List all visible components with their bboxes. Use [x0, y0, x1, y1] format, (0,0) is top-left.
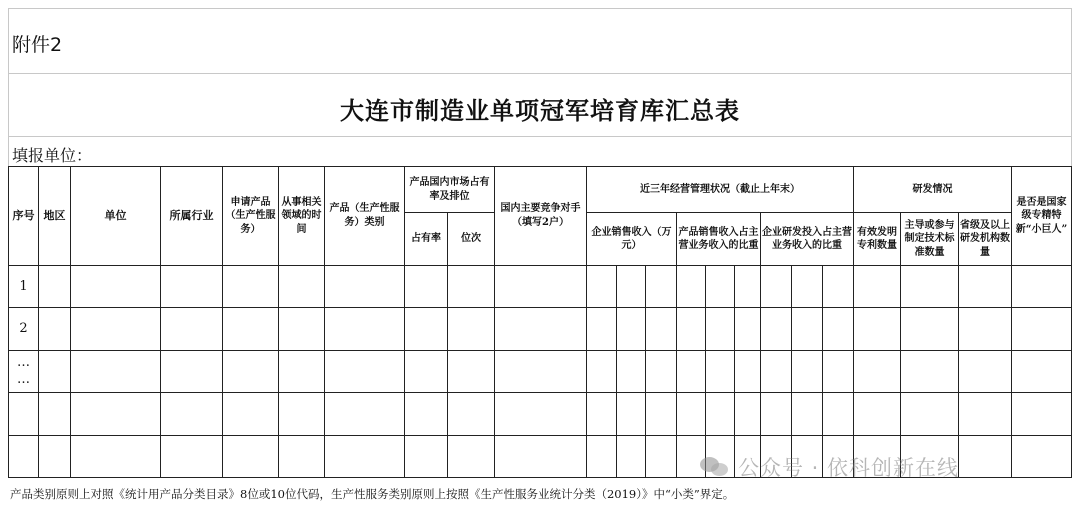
- table-cell: [854, 265, 901, 307]
- summary-table: [8, 166, 1072, 478]
- row-number: 1: [9, 265, 39, 307]
- table-cell: [279, 350, 325, 392]
- table-cell: [854, 308, 901, 350]
- table-cell: [617, 350, 646, 392]
- table-cell: [854, 350, 901, 392]
- table-cell: [448, 350, 495, 392]
- header-product-category: 产品（生产性服务）类别: [325, 167, 405, 266]
- table-cell: [223, 308, 279, 350]
- table-cell: [223, 265, 279, 307]
- table-cell: [823, 308, 854, 350]
- table-cell: [39, 435, 71, 477]
- table-cell: [735, 393, 761, 435]
- table-cell: [677, 350, 706, 392]
- table-cell: [71, 308, 161, 350]
- header-share: 占有率: [405, 213, 448, 266]
- table-row: [9, 350, 1072, 392]
- table-cell: [823, 350, 854, 392]
- fill-unit-label: 填报单位：: [12, 146, 93, 165]
- table-cell: [617, 393, 646, 435]
- table-cell: [854, 393, 901, 435]
- table-cell: [495, 308, 587, 350]
- table-cell: [223, 435, 279, 477]
- table-cell: [761, 350, 792, 392]
- table-cell: [448, 308, 495, 350]
- header-rd-ratio: 企业研发投入占主营业务收入的比重: [761, 213, 854, 266]
- header-rd-group: 研发情况: [854, 167, 1012, 213]
- header-apply-product: 申请产品（生产性服务）: [223, 167, 279, 266]
- header-product-ratio: 产品销售收入占主营业务收入的比重: [677, 213, 761, 266]
- table-cell: [405, 435, 448, 477]
- table-cell: [587, 265, 617, 307]
- table-cell: [448, 435, 495, 477]
- table-cell: [161, 350, 223, 392]
- table-cell: [646, 265, 677, 307]
- table-cell: [325, 350, 405, 392]
- table-cell: [1012, 435, 1072, 477]
- frame-top: [8, 8, 1072, 9]
- table-cell: [823, 393, 854, 435]
- table-row: [9, 308, 1072, 350]
- table-cell: [706, 308, 735, 350]
- table-cell: [495, 265, 587, 307]
- table-cell: [959, 350, 1012, 392]
- table-cell: [646, 308, 677, 350]
- watermark: [700, 452, 959, 482]
- table-cell: [587, 350, 617, 392]
- footnote: 产品类别原则上对照《统计用产品分类目录》8位或10位代码，生产性服务类别原则上按照《生产性服务业统计分类（2019）》中“小类”界定。: [10, 487, 735, 501]
- table-cell: [761, 308, 792, 350]
- table-cell: [161, 393, 223, 435]
- table-cell: [405, 265, 448, 307]
- table-cell: [325, 393, 405, 435]
- header-industry: 所属行业: [161, 167, 223, 266]
- header-little-giant: 是否是国家级专精特新“小巨人”: [1012, 167, 1072, 266]
- header-region: 地区: [39, 167, 71, 266]
- table-cell: [901, 308, 959, 350]
- table-cell: [448, 393, 495, 435]
- table-cell: [495, 435, 587, 477]
- row-number: … …: [9, 350, 39, 392]
- table-cell: [706, 350, 735, 392]
- row-number: 2: [9, 308, 39, 350]
- table-cell: [39, 265, 71, 307]
- table-cell: [677, 308, 706, 350]
- frame-left: [8, 8, 9, 166]
- table-cell: [706, 393, 735, 435]
- table-cell: [1012, 350, 1072, 392]
- table-cell: [39, 308, 71, 350]
- header-sales-income: 企业销售收入（万元）: [587, 213, 677, 266]
- header-patents: 有效发明专利数量: [854, 213, 901, 266]
- table-cell: [792, 265, 823, 307]
- table-cell: [448, 265, 495, 307]
- table-row: [9, 393, 1072, 435]
- table-cell: [677, 393, 706, 435]
- table-cell: [279, 308, 325, 350]
- table-cell: [735, 350, 761, 392]
- table-cell: [677, 265, 706, 307]
- table-cell: [161, 265, 223, 307]
- document-title: 大连市制造业单项冠军培育库汇总表: [340, 96, 740, 125]
- table-cell: [405, 393, 448, 435]
- table-cell: [325, 435, 405, 477]
- table-cell: [792, 350, 823, 392]
- table-cell: [792, 308, 823, 350]
- watermark-text: 公众号 · 依科创新在线: [738, 456, 960, 480]
- table-cell: [959, 308, 1012, 350]
- table-cell: [587, 435, 617, 477]
- header-operation-group: 近三年经营管理状况（截止上年末）: [587, 167, 854, 213]
- header-engaged-time: 从事相关领域的时间: [279, 167, 325, 266]
- table-cell: [405, 350, 448, 392]
- table-cell: [735, 265, 761, 307]
- table-cell: [761, 393, 792, 435]
- header-unit: 单位: [71, 167, 161, 266]
- table-cell: [959, 393, 1012, 435]
- table-cell: [325, 265, 405, 307]
- table-cell: [646, 350, 677, 392]
- table-cell: [39, 393, 71, 435]
- attachment-label: 附件2: [12, 34, 63, 56]
- table-cell: [617, 308, 646, 350]
- table-cell: [71, 350, 161, 392]
- frame-divider-1: [8, 73, 1072, 74]
- header-seq: 序号: [9, 167, 39, 266]
- table-cell: [495, 350, 587, 392]
- table-cell: [223, 350, 279, 392]
- table-cell: [761, 265, 792, 307]
- table-cell: [161, 435, 223, 477]
- table-cell: [587, 393, 617, 435]
- frame-divider-2: [8, 136, 1072, 137]
- table-cell: [901, 350, 959, 392]
- table-cell: [959, 265, 1012, 307]
- row-number: [9, 393, 39, 435]
- table-cell: [901, 393, 959, 435]
- table-cell: [617, 435, 646, 477]
- table-cell: [405, 308, 448, 350]
- table-cell: [823, 265, 854, 307]
- table-cell: [161, 308, 223, 350]
- header-rank: 位次: [448, 213, 495, 266]
- table-cell: [279, 435, 325, 477]
- table-cell: [587, 308, 617, 350]
- table-cell: [959, 435, 1012, 477]
- header-rd-institutions: 省级及以上研发机构数量: [959, 213, 1012, 266]
- table-cell: [735, 308, 761, 350]
- table-cell: [495, 393, 587, 435]
- table-cell: [792, 393, 823, 435]
- table-cell: [71, 435, 161, 477]
- table-cell: [71, 393, 161, 435]
- header-market-share-group: 产品国内市场占有率及排位: [405, 167, 495, 213]
- table-cell: [325, 308, 405, 350]
- table-cell: [223, 393, 279, 435]
- table-cell: [646, 435, 677, 477]
- table-cell: [1012, 393, 1072, 435]
- table-cell: [279, 393, 325, 435]
- table-cell: [617, 265, 646, 307]
- header-standards: 主导或参与制定技术标准数量: [901, 213, 959, 266]
- table-cell: [1012, 308, 1072, 350]
- frame-right: [1071, 8, 1072, 166]
- table-cell: [1012, 265, 1072, 307]
- table-row: [9, 265, 1072, 307]
- table-cell: [39, 350, 71, 392]
- header-competitors: 国内主要竞争对手（填写2户）: [495, 167, 587, 266]
- table-cell: [901, 265, 959, 307]
- row-number: [9, 435, 39, 477]
- table-cell: [279, 265, 325, 307]
- wechat-icon: [700, 455, 730, 479]
- table-cell: [706, 265, 735, 307]
- table-cell: [71, 265, 161, 307]
- table-cell: [646, 393, 677, 435]
